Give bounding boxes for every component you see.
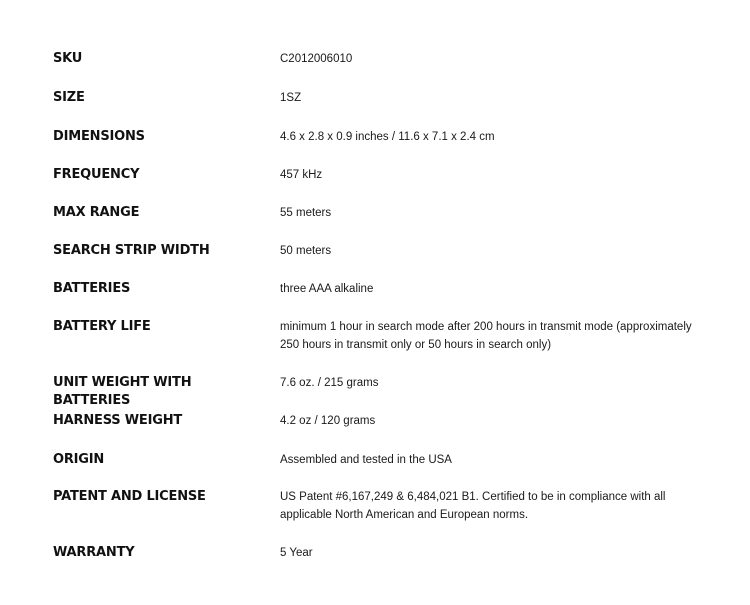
spec-value: 4.6 x 2.8 x 0.9 inches / 11.6 x 7.1 x 2.4 cm [280,131,495,143]
spec-label: DIMENSIONS [53,129,145,144]
spec-value: 5 Year [280,547,313,559]
spec-label: BATTERIES [53,281,131,296]
spec-label: SKU [53,51,83,66]
spec-value: 50 meters [280,245,332,257]
spec-value: 457 kHz [280,169,323,181]
spec-value: minimum 1 hour in search mode after 200 hours in transmit mode (approximately 250 hours in transmit only or 50 hours in search only) [280,321,692,351]
spec-label: FREQUENCY [53,167,140,182]
spec-value: three AAA alkaline [280,283,374,295]
spec-value: 55 meters [280,207,332,219]
spec-value: 4.2 oz / 120 grams [280,415,376,427]
spec-value: 7.6 oz. / 215 grams [280,377,379,389]
spec-value: Assembled and tested in the USA [280,454,452,466]
spec-label: SEARCH STRIP WIDTH [53,243,210,258]
spec-label: MAX RANGE [53,205,140,220]
spec-label: BATTERY LIFE [53,319,151,334]
spec-label: PATENT AND LICENSE [53,489,206,504]
spec-value: 1SZ [280,92,302,104]
spec-value: C2012006010 [280,53,353,65]
spec-label: WARRANTY [53,545,135,560]
spec-label: ORIGIN [53,452,105,467]
spec-value: US Patent #6,167,249 & 6,484,021 B1. Certified to be in compliance with all applicable North American and European norms. [280,491,666,521]
spec-label: SIZE [53,90,85,105]
spec-label: HARNESS WEIGHT [53,413,183,428]
spec-label: UNIT WEIGHT WITH BATTERIES [53,375,192,408]
